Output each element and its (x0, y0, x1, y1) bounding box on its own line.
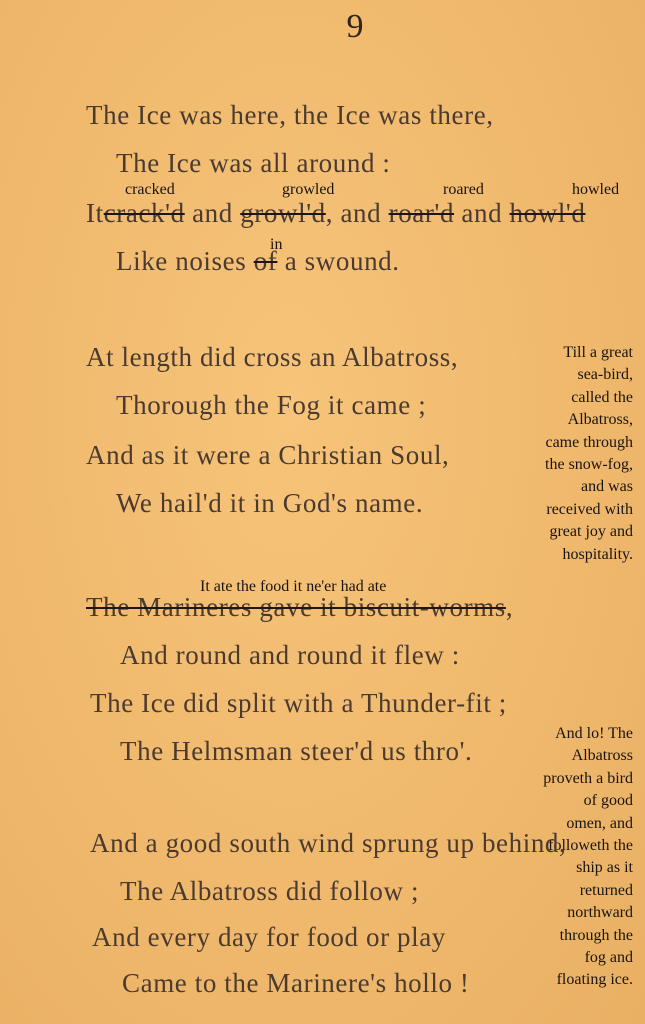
stanza1-line1: The Ice was here, the Ice was there, (86, 100, 494, 130)
stanza4-line1: And a good south wind sprung up behind, (90, 828, 567, 858)
correction-howled: howled (572, 181, 620, 198)
gloss-line: of good (583, 792, 633, 810)
gloss-line: great joy and (549, 523, 633, 541)
stanza1-line2: The Ice was all around : (116, 148, 391, 178)
gloss-line: proveth a bird (543, 769, 633, 787)
line-text: a swound. (277, 246, 400, 276)
stanza3-line1 (86, 592, 513, 623)
gloss-line: sea-bird, (577, 366, 633, 384)
gloss-line: fog and (584, 949, 633, 967)
stanza3-line4: The Helmsman steer'd us thro'. (120, 736, 473, 766)
page-number: 9 (346, 8, 364, 45)
gloss-line: And lo! The (555, 725, 633, 742)
gloss-line: omen, and (566, 814, 633, 832)
stanza2-line2: Thorough the Fog it came ; (116, 390, 427, 420)
gloss-line: northward (567, 904, 633, 922)
stanza2-line1: At length did cross an Albatross, (86, 342, 459, 372)
gloss-line: called the (571, 388, 633, 406)
gloss-line: the snow-fog, (545, 456, 633, 474)
word-and: and (454, 198, 510, 228)
gloss-line: through the (559, 926, 633, 944)
stanza3-line3: The Ice did split with a Thunder-fit ; (90, 688, 507, 718)
struck-word-of: of (253, 246, 278, 276)
stanza1-line3 (86, 198, 586, 229)
correction-roared: roared (443, 181, 484, 198)
stanza4-line2: The Albatross did follow ; (120, 876, 420, 906)
gloss-line: and was (581, 478, 633, 496)
gloss-line: came through (545, 433, 633, 451)
gloss-line: received with (546, 500, 633, 518)
gloss-line: Till a great (563, 344, 633, 361)
stanza2-line3: And as it were a Christian Soul, (86, 440, 450, 470)
correction-growled: growled (282, 181, 335, 198)
stanza3-line2: And round and round it flew : (120, 640, 460, 670)
correction-in: in (270, 236, 283, 253)
margin-gloss-albatross-arrives (545, 342, 633, 566)
gloss-line: ship as it (576, 859, 633, 877)
line-text: Like noises (116, 246, 254, 276)
gloss-line: floating ice. (556, 971, 633, 989)
stanza1-line4 (116, 246, 400, 277)
gloss-line: Albatross (571, 747, 633, 765)
stanza2-line4: We hail'd it in God's name. (116, 488, 424, 518)
struck-word-roard: roar'd (388, 198, 455, 228)
line-comma: , (505, 592, 514, 622)
word-and: and (184, 198, 241, 228)
correction-line-ate-the-food: It ate the food it ne'er had ate (200, 578, 387, 595)
struck-word-howld: howl'd (509, 198, 586, 228)
gloss-line: Albatross, (567, 411, 633, 429)
stanza4-line4: Came to the Marinere's hollo ! (122, 968, 470, 998)
gloss-line: followeth the (548, 837, 633, 855)
struck-line-biscuit-worms: The Marineres gave it biscuit-worms (86, 592, 506, 622)
correction-cracked: cracked (125, 181, 175, 198)
struck-word-growld: growl'd (240, 198, 326, 228)
word-it: It (86, 198, 104, 228)
word-and: , and (325, 198, 389, 228)
stanza4-line3: And every day for food or play (92, 922, 446, 952)
struck-word-crackd: crack'd (103, 198, 185, 228)
gloss-line: returned (579, 881, 633, 899)
gloss-line: hospitality. (562, 545, 633, 563)
